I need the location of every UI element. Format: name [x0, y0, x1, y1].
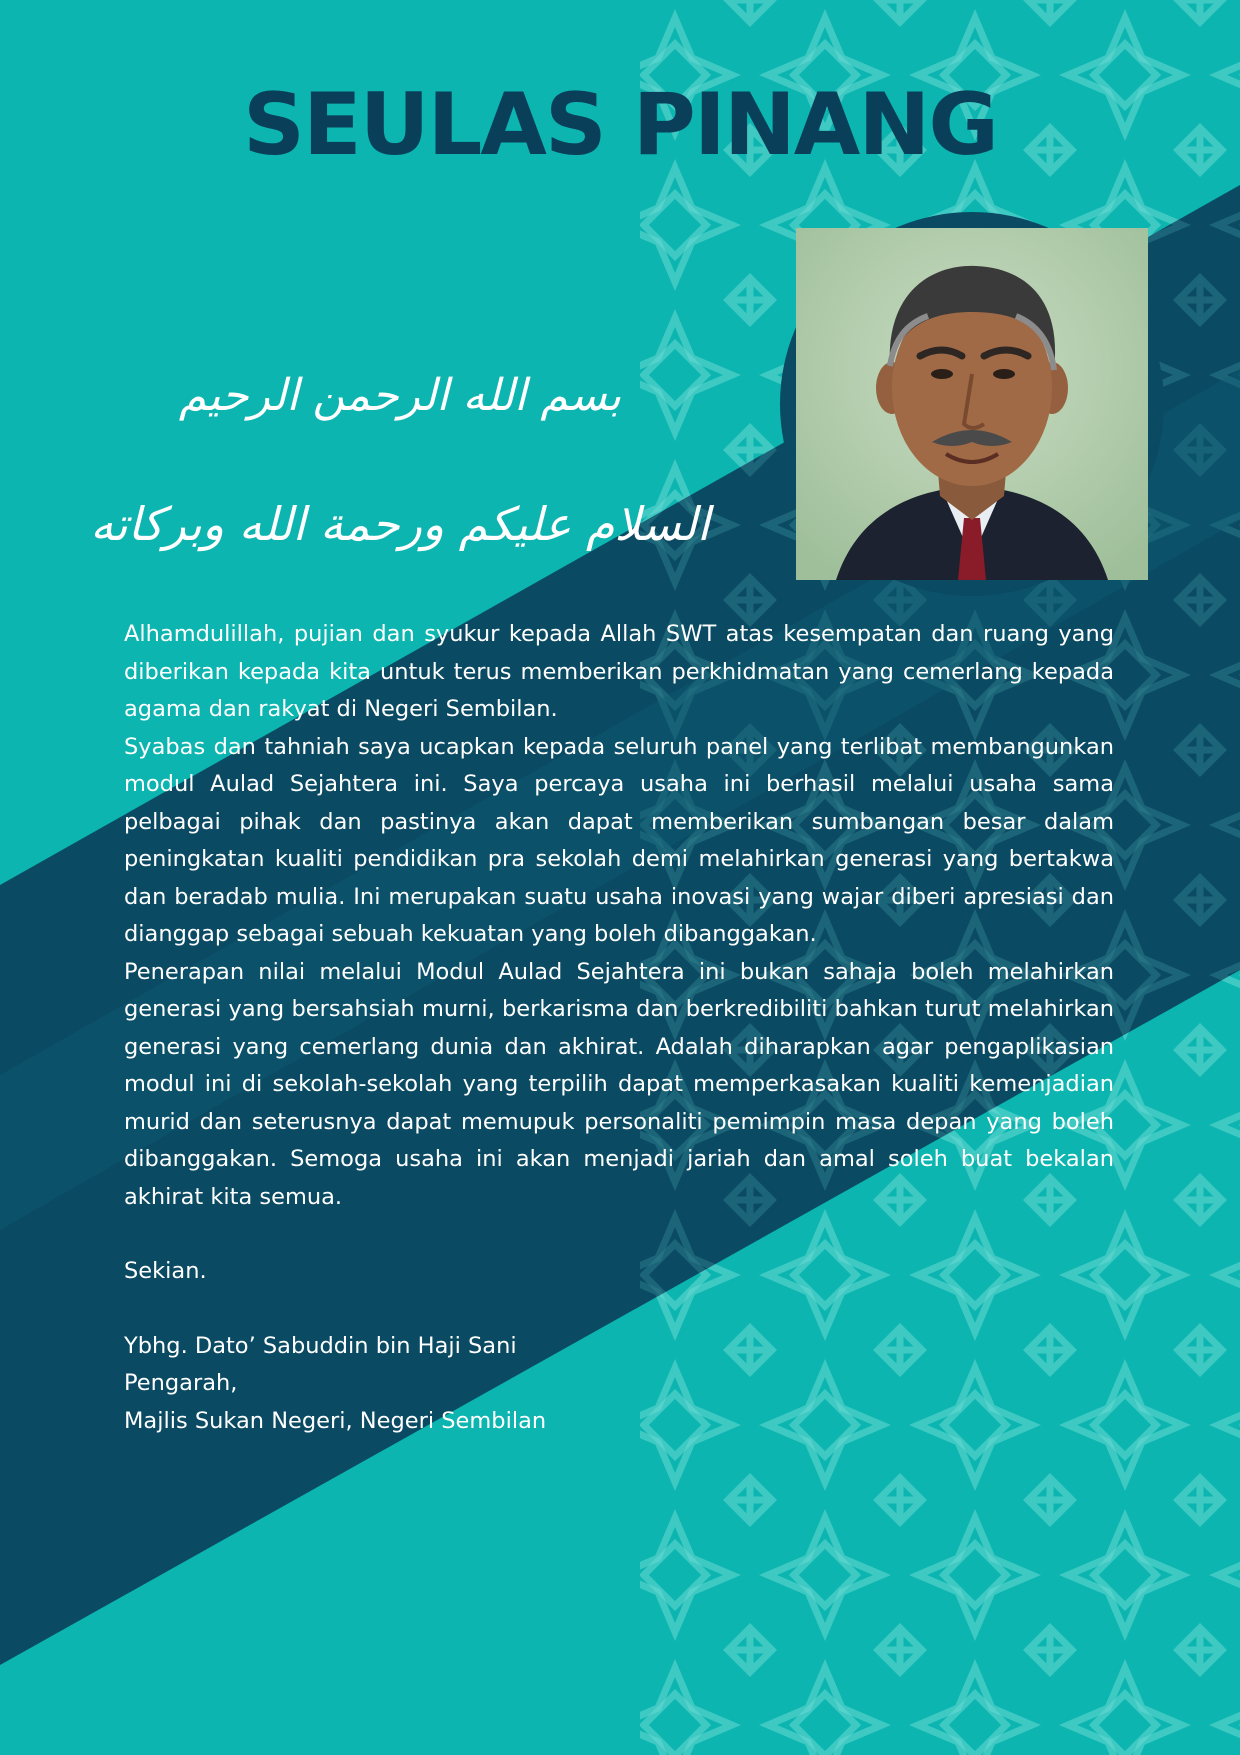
- message-body: [124, 616, 1114, 1440]
- paragraph-3: Penerapan nilai melalui Modul Aulad Sejahtera ini bukan sahaja boleh melahirkan generasi yang bersahsiah murni, berkarisma dan berkredibiliti bahkan turut melahirkan generasi yang cemerlang dunia dan akhirat. Adalah diharapkan agar pengaplikasian modul ini di sekolah-sekolah yang terpilih dapat memperkasakan kualiti kemenjadian murid dan seterusnya dapat memupuk personaliti pemimpin masa depan yang boleh dibanggakan. Semoga usaha ini akan menjadi jariah dan amal soleh buat bekalan akhirat kita semua.: [124, 958, 1114, 1210]
- page-title: SEULAS PINANG: [243, 75, 997, 175]
- closing-text: Sekian.: [124, 1258, 207, 1284]
- signature-block: [124, 1328, 1114, 1441]
- basmalah-calligraphy: [130, 348, 670, 438]
- paragraph-1: Alhamdulillah, pujian dan syukur kepada Allah SWT atas kesempatan dan ruang yang diberikan kepada kita untuk terus memberikan perkhidmatan yang cemerlang kepada agama dan rakyat di Negeri Sembilan.: [124, 621, 1114, 722]
- portrait-photo-icon: [796, 228, 1148, 580]
- salam-text: السلام عليكم ورحمة الله وبركاته: [90, 497, 710, 551]
- portrait-frame: [780, 212, 1164, 596]
- paragraph-2: Syabas dan tahniah saya ucapkan kepada seluruh panel yang terlibat membangunkan modul Aulad Sejahtera ini. Saya percaya usaha ini berhasil melalui usaha sama pelbagai pihak dan pastinya akan dapat memberikan sumbangan besar dalam peningkatan kualiti pendidikan pra sekolah demi melahirkan generasi yang bertakwa dan beradab mulia. Ini merupakan suatu usaha inovasi yang wajar diberi apresiasi dan dianggap sebagai sebuah kekuatan yang boleh dibanggakan.: [124, 733, 1114, 947]
- basmalah-text: بسم الله الرحمن الرحيم: [178, 370, 622, 421]
- signatory-organization: Majlis Sukan Negeri, Negeri Sembilan: [124, 1407, 547, 1434]
- salam-calligraphy: [90, 448, 710, 588]
- signatory-position: Pengarah,: [124, 1370, 238, 1396]
- signatory-name: Ybhg. Dato’ Sabuddin bin Haji Sani: [124, 1332, 517, 1359]
